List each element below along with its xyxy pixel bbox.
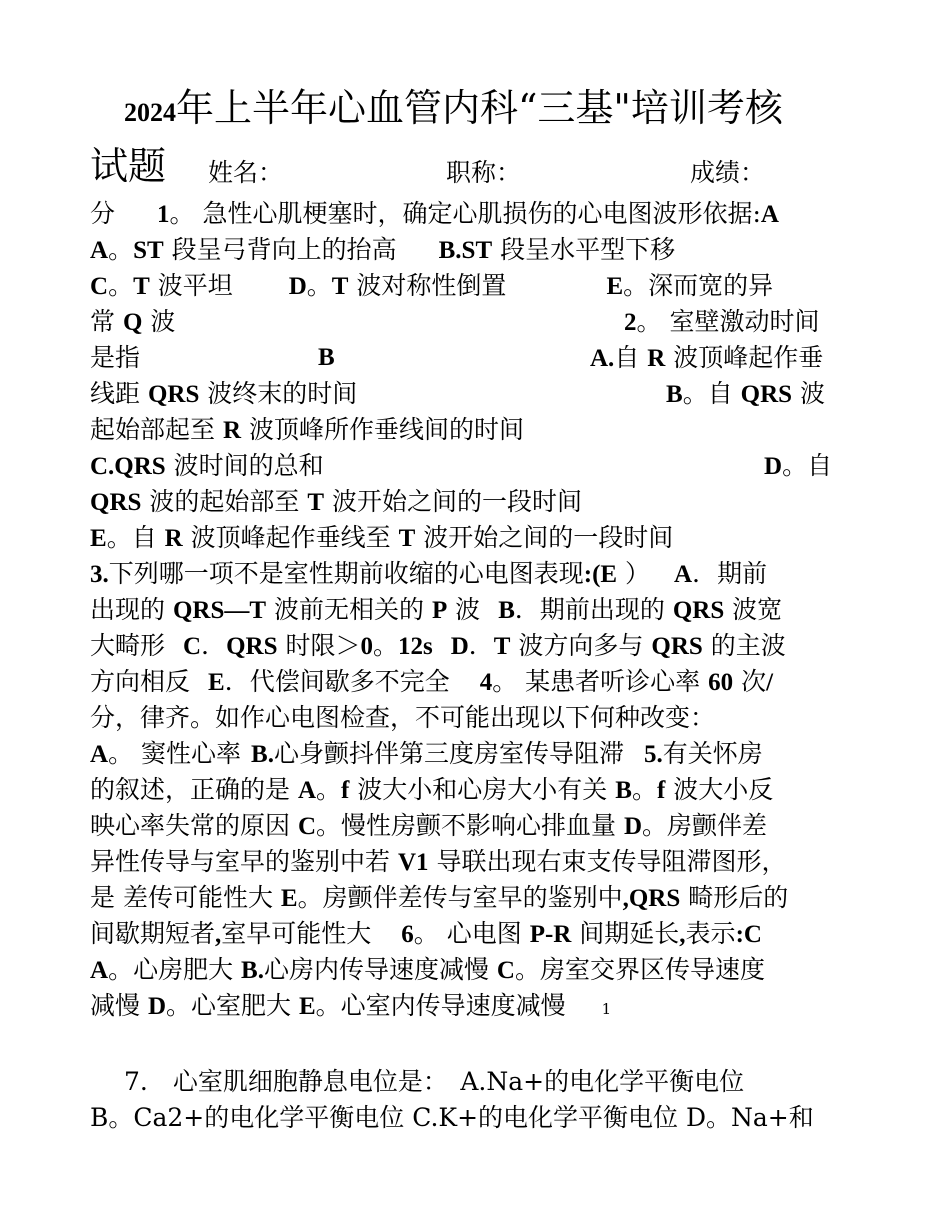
q2-option-d-bold: QRS [90,489,142,516]
q6-number: 6 [401,921,414,948]
q1-option-d-sep: 。 [306,271,332,300]
q3-option-e-text: ．代偿间歇多不完全 [224,667,450,696]
q2-option-b-text4: 波顶峰所作垂线间的时间 [241,415,524,444]
q1-number: 1 [157,201,170,228]
q5-option-d-text4: 是 差传可能性大 [90,883,281,912]
q6-option-d-label: D [147,993,167,1020]
q2-option-a-bold: R [647,345,666,372]
q3-option-c-text2: 。 [372,631,398,660]
title-continued: 试题 [90,144,167,188]
q2-number: 2 [624,309,637,336]
q3-option-a-text4: 波 [447,595,481,624]
q5-text2: 的叙述，正确的是 [90,775,298,804]
q3-row-2 [90,595,782,626]
q3-option-d-bold2: QRS [651,633,703,660]
q6-row-3 [90,991,611,1024]
q1-text: 。 急性心肌梗塞时，确定心肌损伤的心电图波形依据: [169,199,761,228]
q5-option-d-text: 。房颤伴差 [642,811,768,840]
q3-option-c-bold3: 12s [397,633,433,660]
q1-option-c-label: C [90,273,109,300]
q6-bold2: , [679,921,686,948]
q6-bold: P-R [529,921,572,948]
q2-option-e-text: 。自 [106,523,165,552]
exam-header-row [90,144,766,190]
q2-option-b-bold2: R [222,417,242,444]
q2-option-e-text2: 波顶峰起作垂线至 [182,523,399,552]
q5-option-e-bold2: , [215,921,222,948]
q6-option-b-label: B. [241,957,264,984]
q5-option-b-text: 波大小反 [665,775,774,804]
q5-option-d-text2: 异性传导与室早的鉴别中若 [90,847,398,876]
q2-row-5 [90,487,582,518]
q3-answer: :(E [583,561,618,588]
q2-option-a-bold2: QRS [147,381,200,408]
q1-option-d-text: 波对称性倒置 [348,271,507,300]
q4-option-a-label: A [90,741,109,768]
q3-row-4 [90,667,773,698]
q2-option-e-bold2: T [398,525,416,552]
q2-row-6 [90,523,673,554]
q3-option-a-text: ．期前 [692,559,768,588]
q6-option-a-text: 。心房肥大 [108,955,242,984]
q4-option-b-text: 心身颤抖伴第三度房室传导阻滞 [273,739,624,768]
q3-close: ） [617,559,651,588]
q2-option-b-text2: 波 [792,379,825,408]
q1-option-a-text: 段呈弓背向上的抬高 [163,235,397,264]
q3-option-c-sep: ． [201,631,227,660]
q4-option-a-text: 。 窦性心率 [108,739,242,768]
q2-answer: B [318,344,335,371]
q6-option-e-label: E [298,993,316,1020]
title-year: 2024 [124,98,176,127]
q5-option-b-bold: f [656,777,666,804]
q5-option-a-bold: f [341,777,350,804]
q5-option-e-label: E [280,885,298,912]
q3-option-b-bold: QRS [672,597,725,624]
q1-option-b-text: 段呈水平型下移 [492,235,676,264]
q5-option-c-label: C [297,813,317,840]
q2-row-1 [90,343,850,373]
q5-option-d-bold: V1 [397,849,429,876]
q3-option-c-bold: QRS [226,633,278,660]
q2-row-2 [90,379,850,410]
q5-option-b-sep: 。 [631,775,657,804]
q5-option-a-text: 波大小和心房大小有关 [349,775,616,804]
q5-option-a-sep: 。 [316,775,342,804]
q2-text-cont: 是指 [90,343,141,372]
q3-option-b-text: ．期前出现的 [514,595,673,624]
q2-option-b-label: B [666,381,683,408]
q2-option-e-bold: R [164,525,183,552]
q3-option-a-bold2: P [431,597,448,624]
q2-option-e-text3: 波开始之间的一段时间 [415,523,674,552]
q7-number: 7. [124,1067,148,1096]
q3-option-d-bold: T [493,633,511,660]
q6-option-c-label: C [496,957,515,984]
q3-option-b-text2: 波宽 [724,595,783,624]
q2-option-e-label: E [90,525,107,552]
q5-option-c-text: 。慢性房颤不影响心排血量 [316,811,624,840]
q1-option-c-bold: T [133,273,150,300]
q7-text: 心室肌细胞静息电位是： A.Na+的电化学平衡电位 [147,1067,745,1096]
q3-option-c-text: 时限＞ [277,631,361,660]
q2-option-a-text2: 波顶峰起作垂 [665,343,824,372]
q7-row-1 [124,1067,744,1097]
q1-option-e-end: 波 [142,307,176,336]
q2-option-c-text: 波时间的总和 [165,451,324,480]
q3-option-a-text2: 出现的 [90,595,173,624]
exam-title [124,86,783,135]
q2-text: 。 室壁激动时间 [636,307,820,336]
q1-e-cont-q2 [90,307,850,338]
q1-option-d-bold: T [331,273,349,300]
q1-option-b-label: B.ST [438,237,493,264]
q1-answer: A [760,201,779,228]
q5-text: 有关怀房 [662,739,763,768]
q3-option-b-label: B [498,597,515,624]
q6-option-b-text: 心房内传导速度减慢 [263,955,497,984]
q1-option-e-label: E [606,273,624,300]
q1-option-a-label: A [90,237,109,264]
name-label: 姓名： [208,158,284,187]
q6-text2: 间期延长 [571,919,680,948]
q6-option-d-text: 。心室肥大 [166,991,299,1020]
q1-options-ab [90,235,675,266]
q6-answer: :C [735,921,762,948]
q2-row-3 [90,415,524,446]
q5-row-6 [90,919,762,950]
page-number: 1 [601,1000,612,1018]
q1-option-c-sep: 。 [108,271,134,300]
q5-option-e-text3: 间歇期短者 [90,919,216,948]
q3-option-a-text3: 波前无相关的 [266,595,432,624]
title-label: 职称： [446,158,522,187]
q5-number: 5. [643,741,663,768]
q3-option-e-label: E [208,669,225,696]
q6-option-c-text: 。房室交界区传导速度 [514,955,765,984]
q2-option-a-label: A. [590,345,615,372]
q3-option-d-text3: 方向相反 [90,667,191,696]
q6-row-2 [90,955,765,986]
q3-option-a-bold: QRS—T [172,597,267,624]
q3-option-b-text3: 大畸形 [90,631,166,660]
q3-option-c-bold2: 0 [360,633,373,660]
q5-option-e-text2: 畸形后的 [680,883,789,912]
q4-text2: 次 [733,667,767,696]
q6-text: 。 心电图 [413,919,530,948]
q3-number: 3. [90,561,109,588]
title-text: 年上半年心血管内科“三基"培训考核 [176,86,783,130]
q1-options-cde [90,271,773,302]
q1-option-a-bold: ST [133,237,164,264]
q2-option-c-label: C.QRS [90,453,166,480]
q3-row-1 [90,559,767,590]
q3-option-d-sep: ． [468,631,494,660]
q3-option-c-label: C [183,633,202,660]
q1-option-d-label: D [288,273,307,300]
q5-row-5 [90,883,788,914]
q6-option-e-text: 。心室内传导速度减慢 [315,991,566,1020]
q1-option-e-text: 。深而宽的异 [623,271,774,300]
q3-option-d-text: 波方向多与 [510,631,652,660]
q2-option-b-text: 。自 [682,379,741,408]
q4-row-3 [90,739,763,770]
q5-option-e-text4: 室早可能性大 [221,919,372,948]
q4-slash: / [766,669,774,696]
q4-option-b-label: B. [251,741,274,768]
q2-option-d-text3: 波开始之间的一段时间 [324,487,582,516]
q6-text3: 表示 [685,919,736,948]
q5-row-4 [90,847,786,878]
q3-option-d-label: D [450,633,469,660]
q2-option-a-text3: 线距 [90,379,148,408]
q3-option-a-label: A [674,561,693,588]
q1-option-a-sep: 。 [108,235,134,264]
score-label: 成绩： [690,158,766,187]
score-unit: 分 [90,199,116,228]
q2-option-b-text3: 起始部起至 [90,415,223,444]
q2-option-a-text: 自 [614,343,648,372]
q5-option-e-text: 。房颤伴差传与室早的鉴别中 [297,883,623,912]
q2-option-d-text2: 波的起始部至 [141,487,308,516]
q5-option-d-text3: 导联出现右束支传导阻滞图形， [428,847,787,876]
q2-option-d-text: 。自 [782,451,833,480]
q2-option-d-label: D [764,453,783,480]
q7-text2: B。Ca2+的电化学平衡电位 C.K+的电化学平衡电位 D。Na+和 [90,1103,814,1132]
q3-option-d-text2: 的主波 [702,631,786,660]
q4-text3: 分，律齐。如作心电图检查，不可能出现以下何种改变： [90,703,716,732]
q5-option-a-label: A [297,777,317,804]
q1-option-e-cont: 常 [90,307,123,336]
q2-option-d-bold2: T [307,489,324,516]
q1-option-e-bold: Q [122,309,143,336]
q5-option-d-label: D [623,813,643,840]
q5-row-3 [90,811,767,842]
q2-option-b-bold: QRS [740,381,793,408]
q4-rate: 60 [708,669,734,696]
q5-row-2 [90,775,773,806]
q4-number: 4 [479,669,493,696]
q6-option-a-label: A [90,957,109,984]
q2-option-a-text4: 波终末的时间 [199,379,358,408]
q3-text: 下列哪一项不是室性期前收缩的心电图表现 [108,559,584,588]
q1-option-c-text: 波平坦 [149,271,233,300]
q3-row-3 [90,631,786,662]
q4-row-2 [90,703,715,733]
q6-option-c-text2: 减慢 [90,991,148,1020]
q5-option-e-bold: ,QRS [622,885,681,912]
question-1-stem [90,199,779,230]
q7-row-2 [90,1103,814,1133]
q4-text: 。 某患者听诊心率 [492,667,709,696]
q5-option-b-text2: 映心率失常的原因 [90,811,298,840]
q5-option-b-label: B [615,777,632,804]
q2-row-4 [90,451,850,482]
